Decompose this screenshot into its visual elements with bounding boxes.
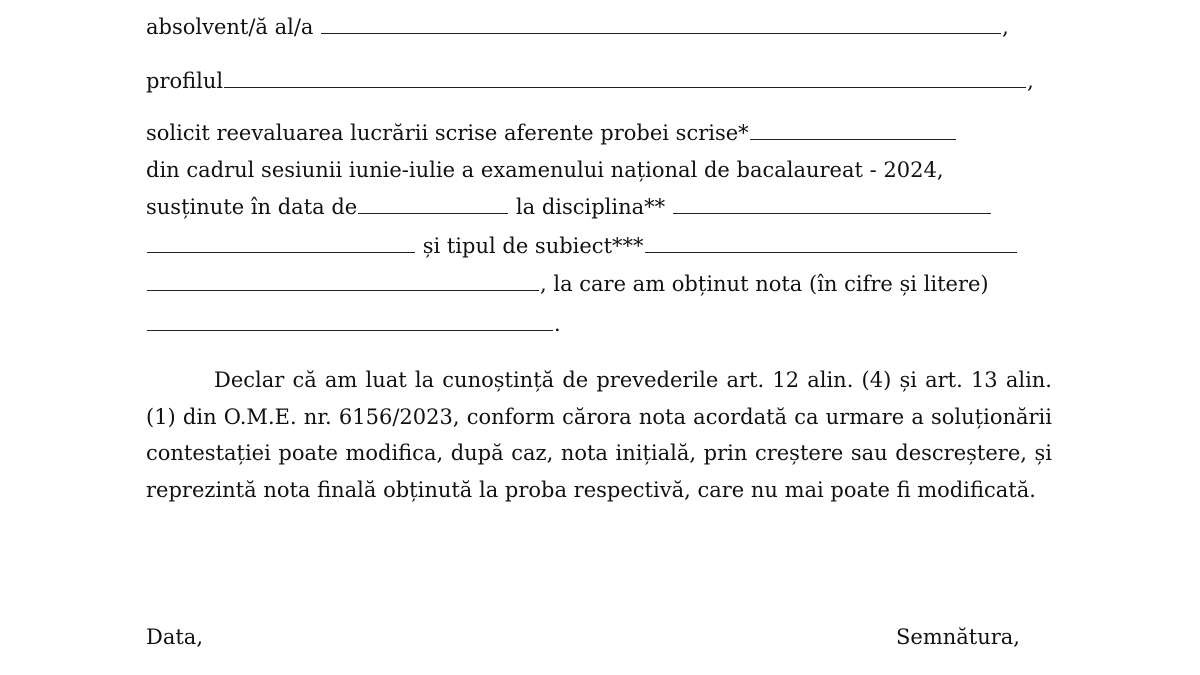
session-line — [146, 155, 944, 185]
signature-label: Semnătura, — [896, 625, 1020, 649]
graduate-label: absolvent/ă al/a — [146, 15, 314, 39]
subject-type-line — [146, 231, 1018, 261]
discipline-blank[interactable] — [673, 195, 991, 214]
profile-comma: , — [1027, 69, 1034, 93]
graduate-blank[interactable] — [321, 15, 1001, 34]
grade-text: , la care am obținut nota (în cifre și litere) — [540, 272, 989, 296]
grade-value-line — [146, 309, 561, 339]
request-text: solicit reevaluarea lucrării scrise aferente probei scrise* — [146, 121, 749, 145]
profile-line — [146, 66, 1034, 96]
session-text: din cadrul sesiunii iunie-iulie a examenului național de bacalaureat - 2024, — [146, 158, 944, 182]
subject-continued-blank[interactable] — [147, 272, 539, 291]
grade-period: . — [554, 312, 561, 336]
grade-blank[interactable] — [147, 312, 553, 331]
exam-blank[interactable] — [750, 121, 956, 140]
profile-label: profilul — [146, 69, 224, 93]
discipline-continued-blank[interactable] — [147, 234, 415, 253]
subject-type-blank[interactable] — [645, 234, 1017, 253]
date-discipline-line — [146, 192, 992, 222]
profile-blank[interactable] — [224, 69, 1026, 88]
date-signature-label: Data, — [146, 625, 203, 649]
declaration-paragraph: Declar că am luat la cunoștință de prevederile art. 12 alin. (4) și art. 13 alin. (1) din O.M.E. nr. 6156/2023, conform cărora nota acordată ca urmare a soluționării contestației poate modifica, după caz, nota inițială, prin creștere sau descreștere, și reprezintă nota finală obținută la proba respectivă, care nu mai poate fi modificată. — [146, 368, 1052, 502]
discipline-text: la disciplina** — [515, 195, 666, 219]
date-text: susținute în data de — [146, 195, 358, 219]
date-blank[interactable] — [358, 195, 508, 214]
graduate-comma: , — [1002, 15, 1009, 39]
subject-type-text: și tipul de subiect*** — [422, 234, 644, 258]
request-line — [146, 118, 957, 148]
grade-line — [146, 269, 989, 299]
graduate-line — [146, 12, 1009, 42]
